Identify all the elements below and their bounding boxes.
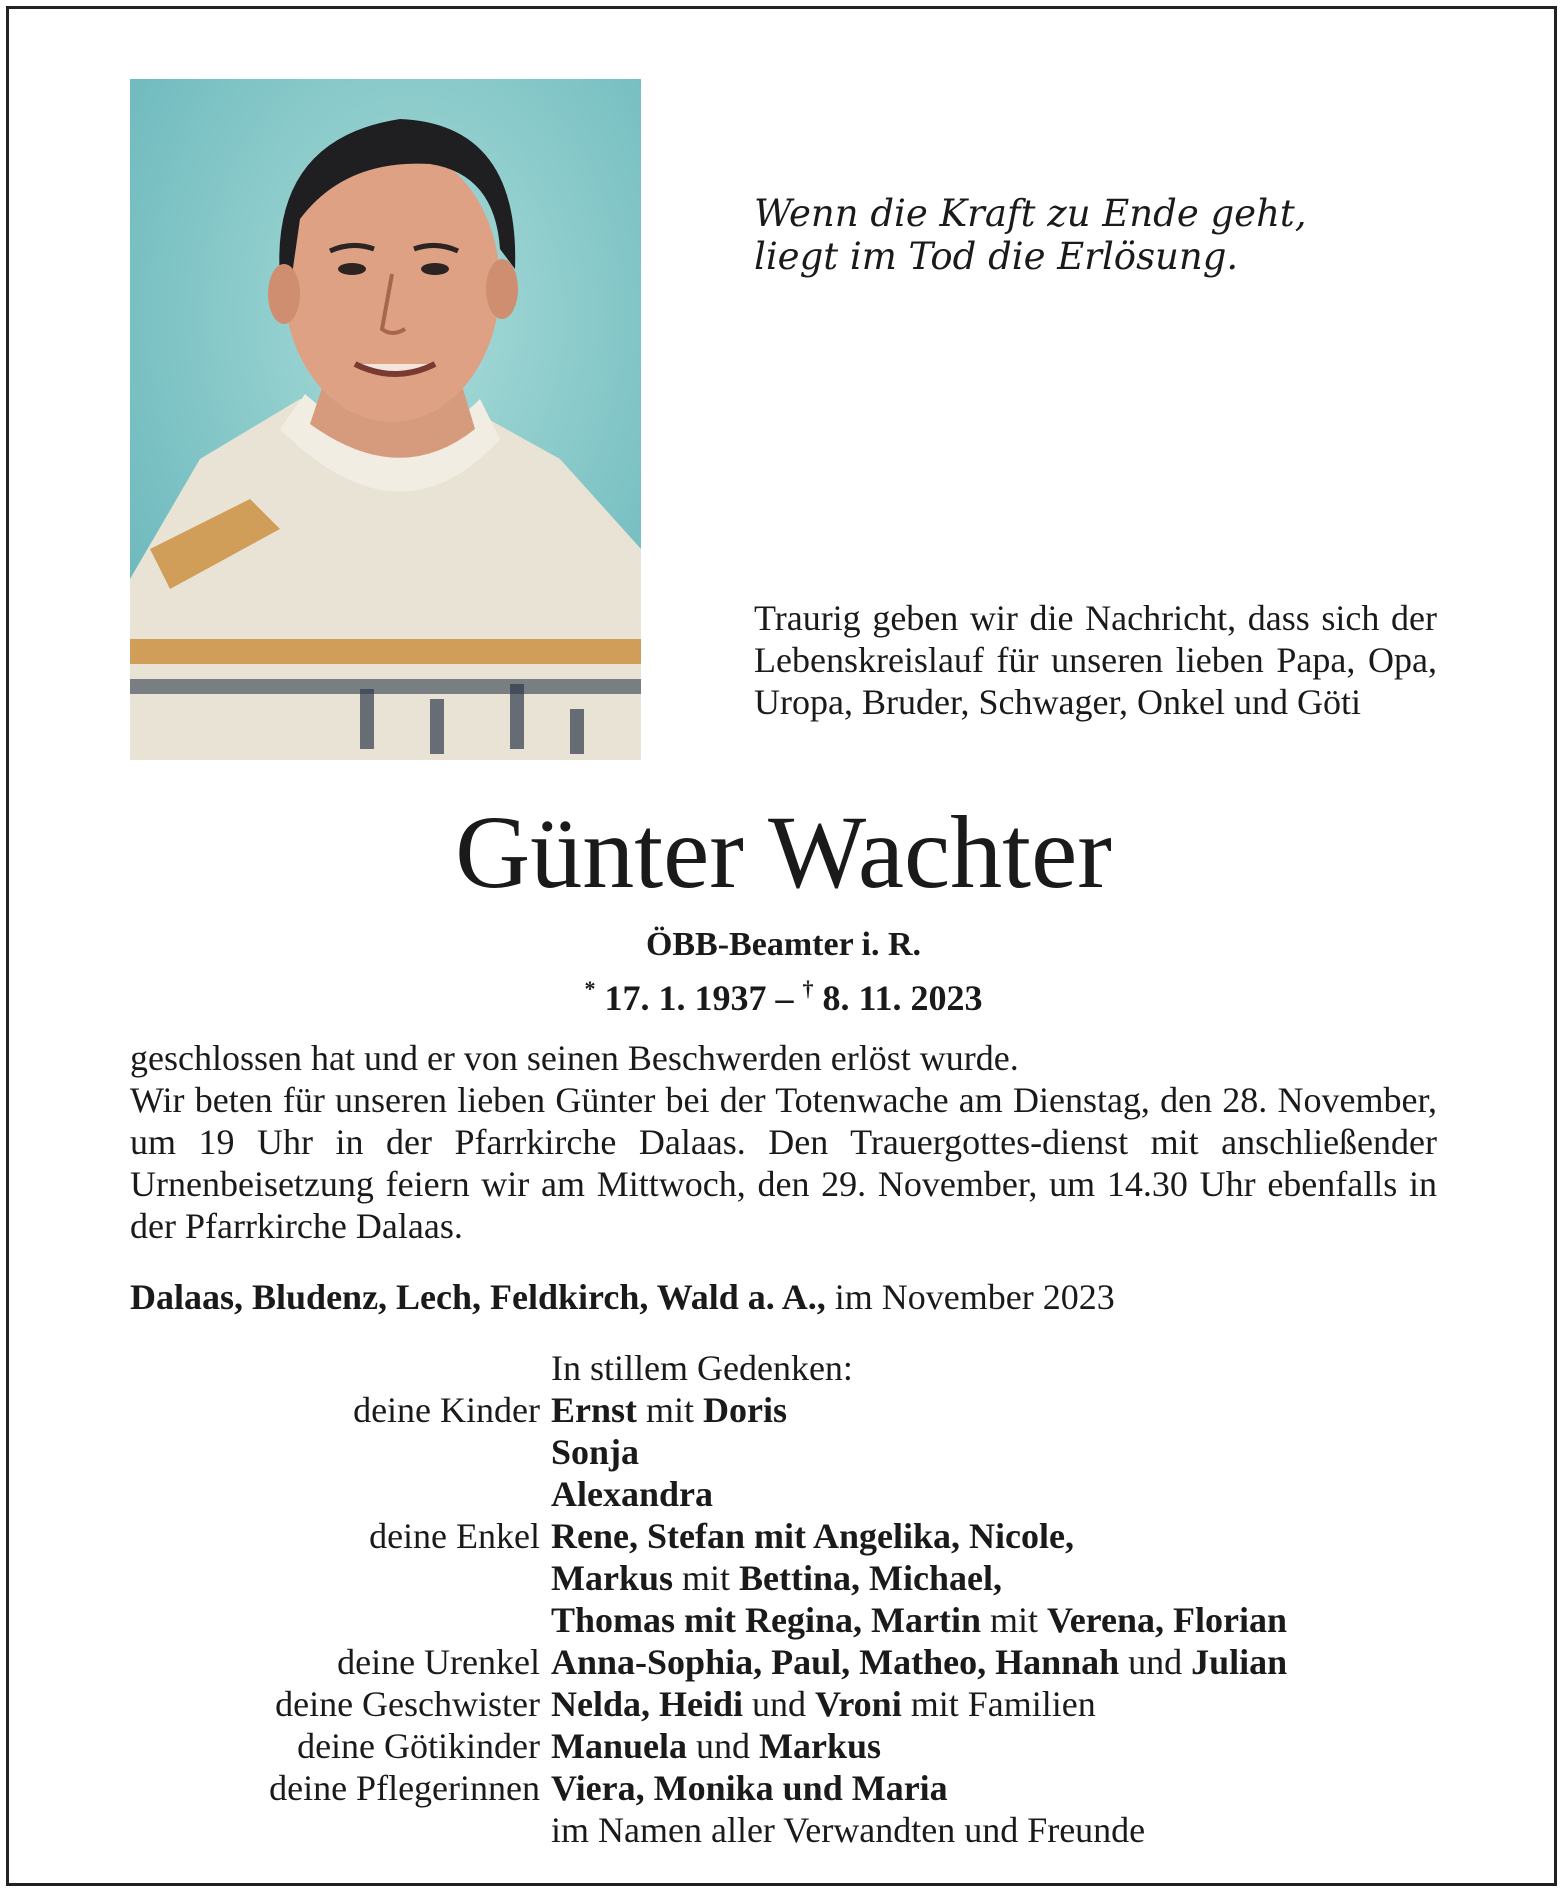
- mourner-name: Nelda, Heidi: [551, 1684, 744, 1724]
- mourner-name: Markus: [551, 1558, 674, 1598]
- notice-body: [130, 1037, 1437, 1247]
- motto-line: liegt im Tod die Erlösung.: [754, 235, 1239, 278]
- mourner-name: Bettina, Michael,: [739, 1558, 1002, 1598]
- mourner-name: Julian: [1191, 1642, 1288, 1682]
- list-item: [130, 1431, 1437, 1473]
- date-dash: –: [766, 978, 803, 1018]
- deceased-name: Günter Wachter: [455, 795, 1112, 910]
- connector: und: [687, 1726, 760, 1766]
- mourner-name: Thomas mit Regina, Martin: [551, 1600, 981, 1640]
- relation-label: deine Urenkel: [337, 1642, 540, 1682]
- mourner-name: Verena, Florian: [1047, 1600, 1287, 1640]
- list-item: [130, 1473, 1437, 1515]
- mourner-name: Doris: [703, 1390, 788, 1430]
- relation-label: deine Götikinder: [297, 1726, 540, 1766]
- death-date: 8. 11. 2023: [822, 978, 983, 1018]
- list-item: [130, 1641, 1437, 1683]
- connector: mit: [673, 1558, 740, 1598]
- closing-line: im Namen aller Verwandten und Freunde: [551, 1810, 1146, 1850]
- list-item: [130, 1599, 1437, 1641]
- intro-paragraph: Traurig geben wir die Nachricht, dass sich der Lebenskreislauf für unseren lieben Papa, Opa, Uropa, Bruder, Schwager, Onkel und Göti: [754, 598, 1437, 722]
- connector: mit Familien: [901, 1684, 1096, 1724]
- list-item: [130, 1557, 1437, 1599]
- mourner-name: Anna-Sophia, Paul, Matheo, Hannah: [551, 1642, 1120, 1682]
- connector: mit: [980, 1600, 1047, 1640]
- motto-line: Wenn die Kraft zu Ende geht,: [754, 192, 1307, 235]
- memorial-heading: In stillem Gedenken:: [551, 1348, 853, 1388]
- relation-label: deine Enkel: [369, 1516, 540, 1556]
- birth-date: 17. 1. 1937: [604, 978, 767, 1018]
- connector: mit: [637, 1390, 704, 1430]
- mourner-name: Manuela: [551, 1726, 688, 1766]
- mourner-name: Sonja: [551, 1432, 640, 1472]
- relation-label: deine Geschwister: [275, 1684, 540, 1724]
- mourner-name: Viera, Monika und Maria: [551, 1768, 948, 1808]
- place-month: im November 2023: [825, 1277, 1115, 1317]
- mourners-list: [130, 1347, 1437, 1851]
- deceased-profession: ÖBB-Beamter i. R.: [645, 926, 922, 963]
- notice-line: geschlossen hat und er von seinen Beschwerden erlöst wurde.: [130, 1038, 1019, 1078]
- death-mark: †: [802, 976, 814, 1001]
- connector: und: [743, 1684, 816, 1724]
- list-item: [130, 1515, 1437, 1557]
- mourner-name: Rene, Stefan mit Angelika, Nicole,: [551, 1516, 1074, 1556]
- relation-label: deine Kinder: [353, 1390, 540, 1430]
- mourner-name: Markus: [759, 1726, 882, 1766]
- place-date: [130, 1276, 1437, 1318]
- notice-paragraph: Wir beten für unseren lieben Günter bei der Totenwache am Dienstag, den 28. November, um 19 Uhr in der Pfarrkirche Dalaas. Den Trauergottes-dienst mit anschließender Urnenbeisetzung feiern wir am Mittwoch, den 29. November, um 14.30 Uhr ebenfalls in der Pfarrkirche Dalaas.: [130, 1080, 1437, 1246]
- portrait-photo: [130, 79, 641, 760]
- motto-quote: [754, 192, 1314, 278]
- list-item: [130, 1809, 1437, 1851]
- list-item: [130, 1725, 1437, 1767]
- life-dates: [0, 968, 1567, 1019]
- relation-label: deine Pflegerinnen: [269, 1768, 540, 1808]
- connector: und: [1119, 1642, 1192, 1682]
- mourner-name: Vroni: [815, 1684, 902, 1724]
- place-towns: Dalaas, Bludenz, Lech, Feldkirch, Wald a. A.,: [130, 1277, 826, 1317]
- list-item: [130, 1683, 1437, 1725]
- mourner-name: Ernst: [551, 1390, 638, 1430]
- list-item: [130, 1389, 1437, 1431]
- mourner-name: Alexandra: [551, 1474, 713, 1514]
- list-item: [130, 1767, 1437, 1809]
- birth-mark: *: [584, 976, 596, 1001]
